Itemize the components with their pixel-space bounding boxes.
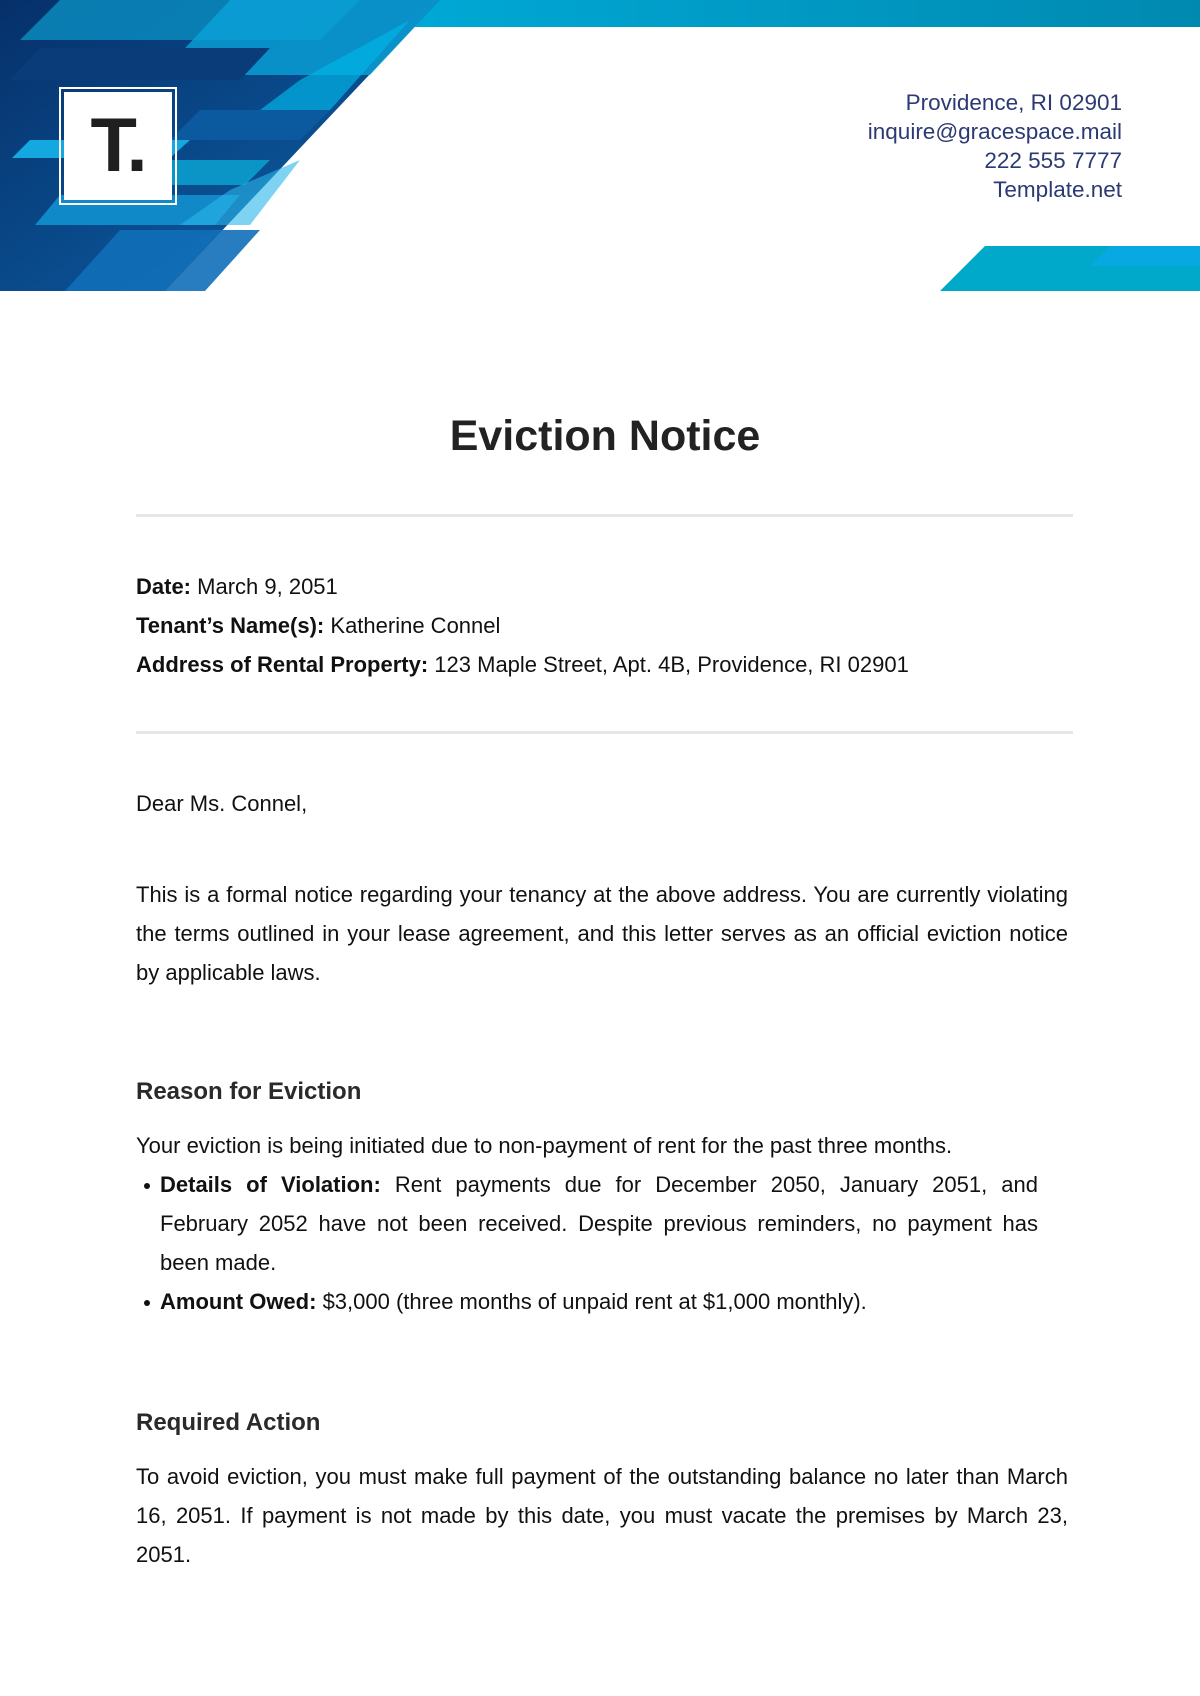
contact-website[interactable]: Template.net bbox=[993, 177, 1122, 202]
reason-bullets bbox=[136, 1165, 1068, 1321]
contact-address: Providence, RI 02901 bbox=[905, 90, 1122, 115]
company-logo bbox=[64, 92, 172, 200]
list-item bbox=[136, 1282, 1068, 1321]
address-line bbox=[136, 645, 1068, 684]
contact-email[interactable]: inquire@gracespace.mail bbox=[867, 119, 1122, 144]
divider bbox=[136, 731, 1073, 734]
tenant-line bbox=[136, 606, 1068, 645]
logo-text: T. bbox=[90, 103, 146, 188]
date-label: Date: bbox=[136, 574, 192, 599]
intro-paragraph: This is a formal notice regarding your tenancy at the above address. You are currently violating the terms outlined in your lease agreement, and this letter serves as an official eviction notice by applicable laws. bbox=[136, 882, 1068, 985]
required-action-section bbox=[136, 1403, 1068, 1442]
salutation-text: Dear Ms. Connel, bbox=[136, 791, 308, 816]
required-action-heading: Required Action bbox=[136, 1409, 321, 1436]
address-label: Address of Rental Property: bbox=[136, 652, 429, 677]
reason-body bbox=[136, 1126, 1068, 1321]
bullet-label: Details of Violation: bbox=[160, 1172, 381, 1197]
notice-info bbox=[136, 567, 1068, 684]
date-value: March 9, 2051 bbox=[197, 574, 338, 599]
bullet-label: Amount Owed: bbox=[160, 1289, 317, 1314]
divider bbox=[136, 514, 1073, 517]
salutation bbox=[136, 784, 1068, 823]
required-action-text: To avoid eviction, you must make full payment of the outstanding balance no later than March 16, 2051. If payment is not made by this date, you must vacate the premises by March 23, 2051. bbox=[136, 1464, 1068, 1567]
tenant-value: Katherine Connel bbox=[330, 613, 501, 638]
reason-section bbox=[136, 1072, 1068, 1111]
contact-phone: 222 555 7777 bbox=[984, 148, 1122, 173]
list-item bbox=[136, 1165, 1068, 1282]
document-title: Eviction Notice bbox=[449, 412, 761, 460]
reason-text: Your eviction is being initiated due to non-payment of rent for the past three months. bbox=[136, 1133, 953, 1158]
reason-heading: Reason for Eviction bbox=[136, 1078, 362, 1105]
intro-section bbox=[136, 875, 1068, 992]
tenant-label: Tenant’s Name(s): bbox=[136, 613, 325, 638]
address-value: 123 Maple Street, Apt. 4B, Providence, RI 02901 bbox=[434, 652, 909, 677]
bullet-text: Rent payments due for December 2050, January 2051, and February 2052 have not been received. Despite previous reminders, no payment has been made. bbox=[160, 1172, 1038, 1275]
required-action-body bbox=[136, 1457, 1068, 1574]
contact-info bbox=[868, 88, 1122, 204]
date-line bbox=[136, 567, 1068, 606]
bullet-text: $3,000 (three months of unpaid rent at $1,000 monthly). bbox=[322, 1289, 867, 1314]
